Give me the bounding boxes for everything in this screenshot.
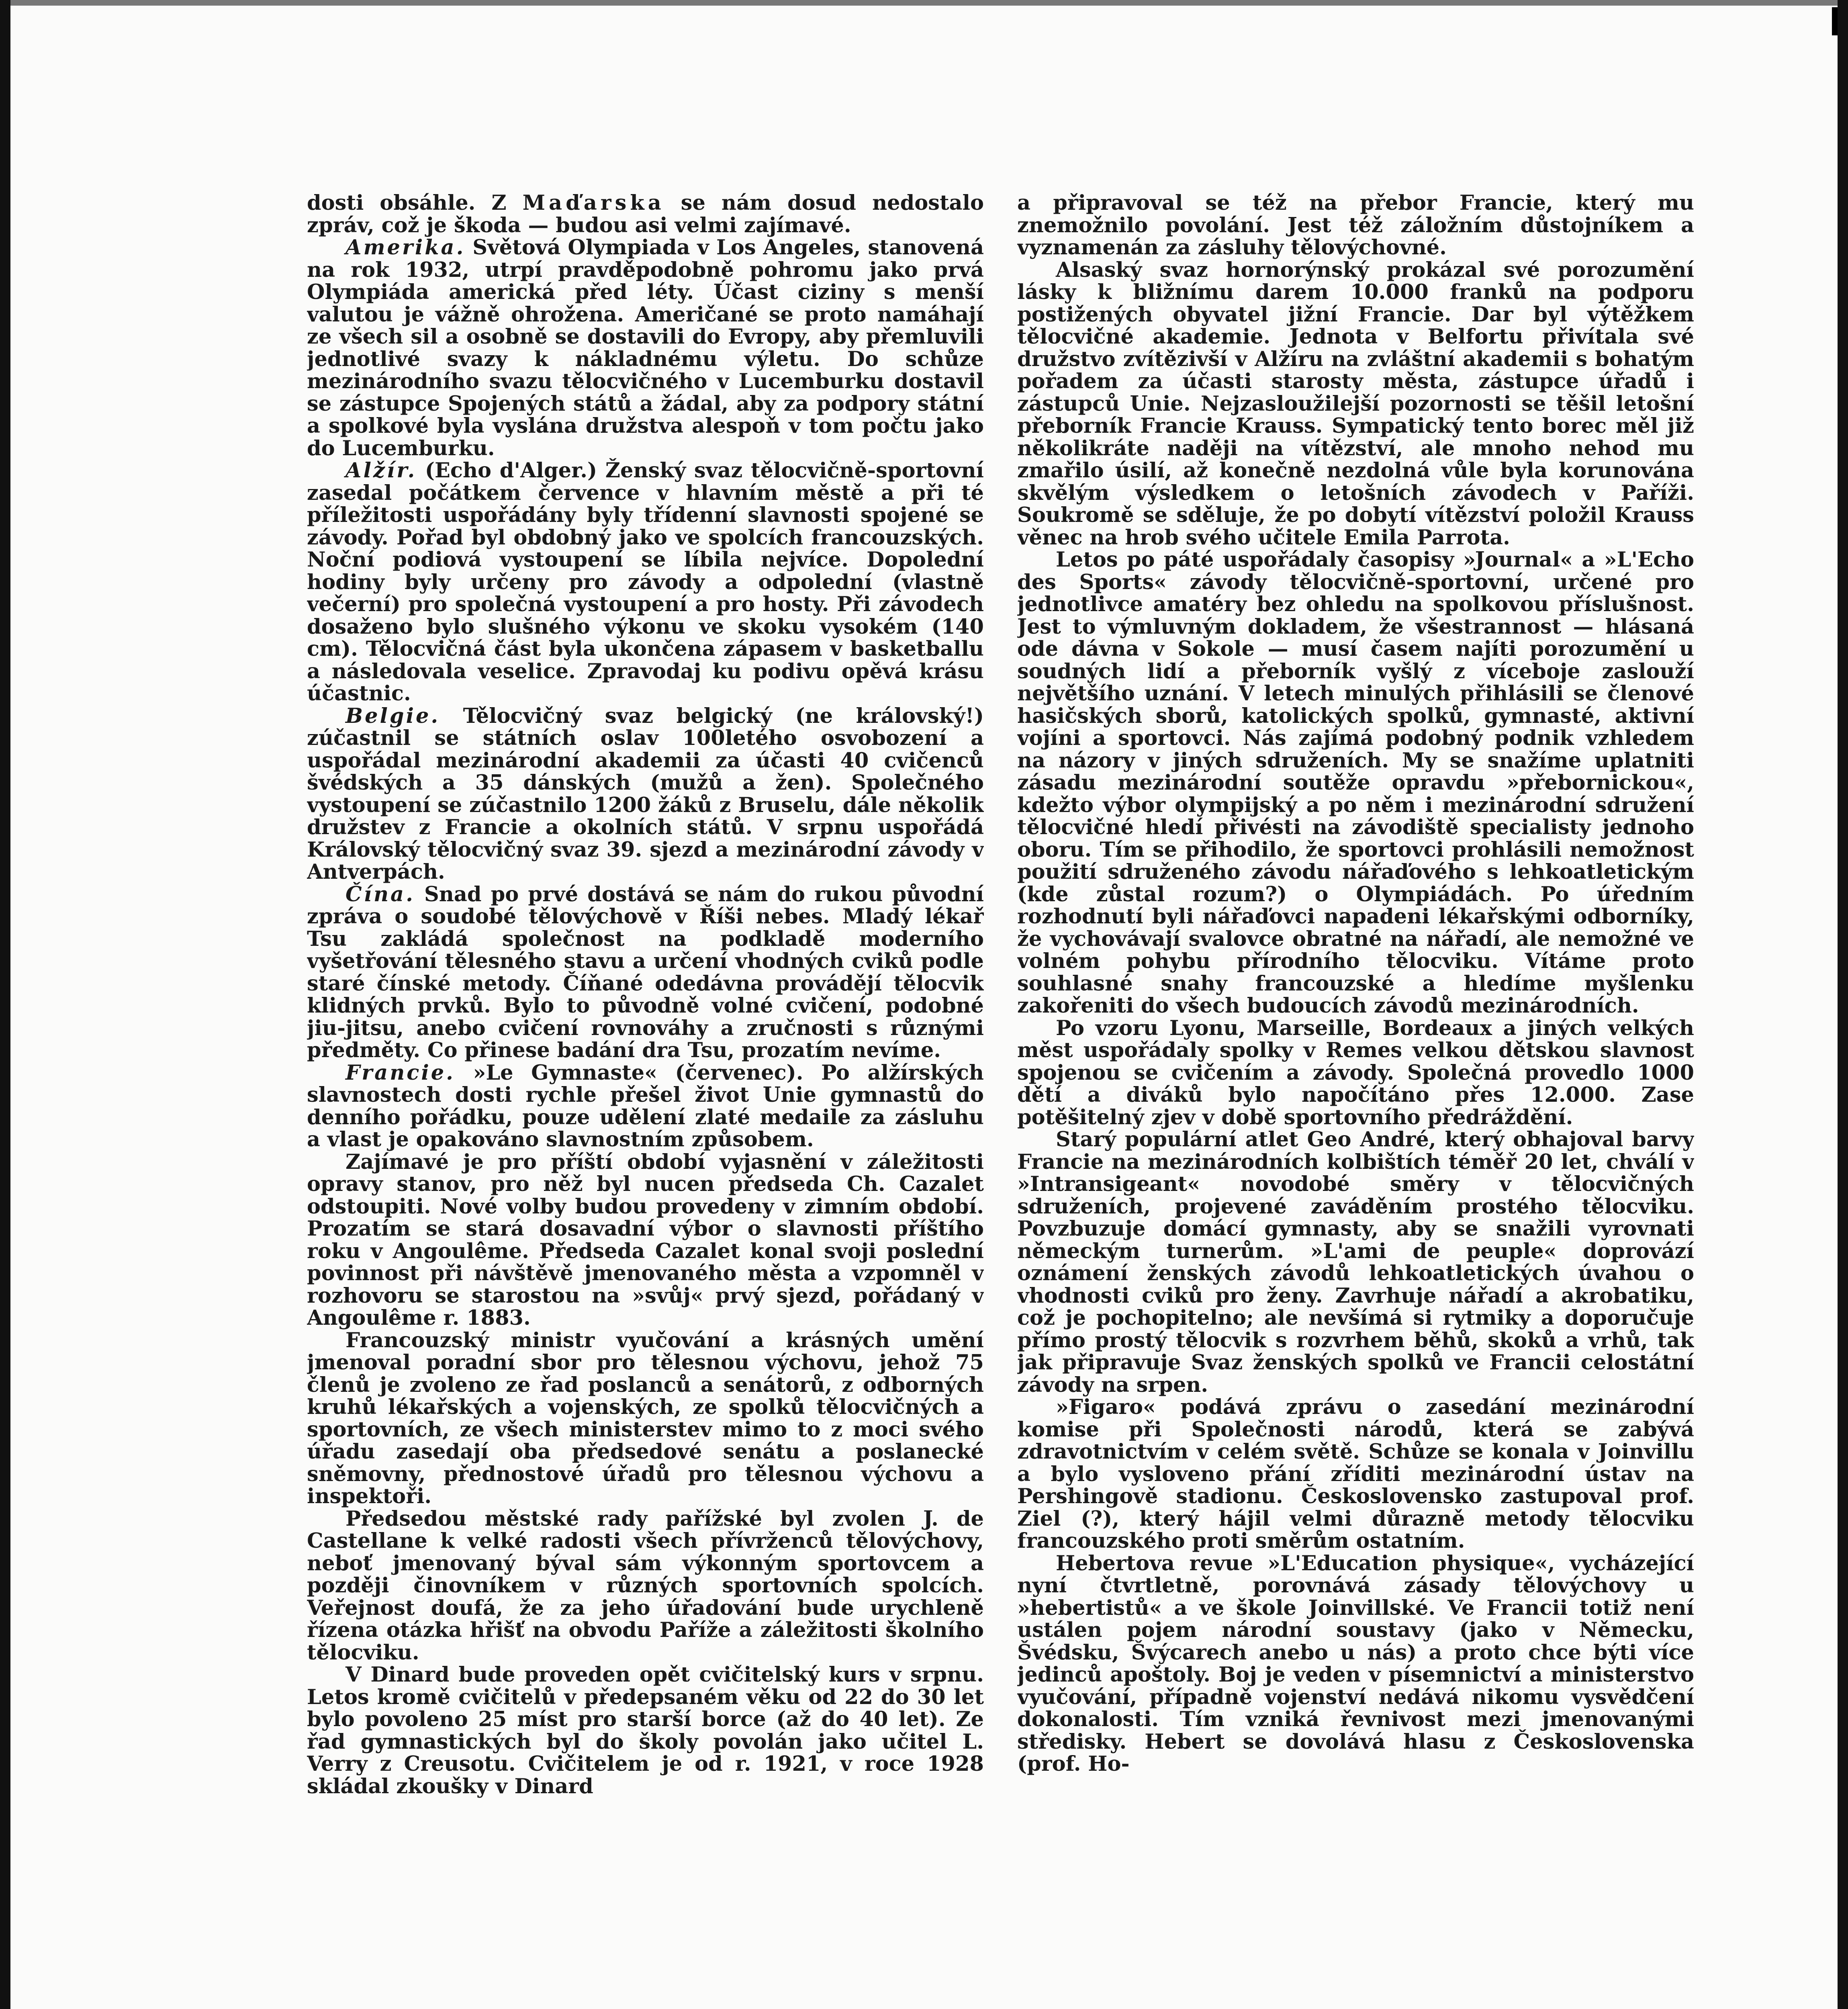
paragraph-alsasko: Alsaský svaz hornorýnský prokázal své porozumění lásky k bližnímu darem 10.000 franků na podporu postižených obyvatel jižní Francie. Dar byl výtěžkem tělocvičné akademie. Jednota v Belfortu přivítala své družstvo zvítězivší v Alžíru na zvláštní akademii s bohatým pořadem za účasti starosty města, zástupce úřadů i zástupců Unie. Nejzasloužilejší pozornosti se těšil letošní přeborník Francie Krauss. Sympatický tento borec měl již několikráte naději na vítězství, ale mnoho nehod mu zmařilo úsilí, až konečně nezdolná vůle byla korunována skvělým výsledkem o letošních závodech v Paříži. Soukromě se sděluje, že po dobytí vítězství položil Krauss věnec na hrob svého učitele Emila Parrota. [1017, 258, 1694, 550]
paragraph-ministr: Francouzský ministr vyučování a krásných umění jmenoval poradní sbor pro tělesnou výchovu, jehož 75 členů je zvoleno ze řad poslanců a senátorů, z odborných kruhů lékařských a vojenských, ze spolků tělocvičných a sportovních, ze všech ministerstev mimo to z moci svého úřadu zasedají oba předsedové senátu a poslanecké sněmovny, přednostové úřadů pro tělesnou výchovu a inspektoři. [307, 1328, 984, 1508]
paragraph-journal: Letos po páté uspořádaly časopisy »Journal« a »L'Echo des Sports« závody tělocvičně-sportovní, určené pro jednotlivce amatéry bez ohledu na spolkovou příslušnost. Jest to výmluvným dokladem, že všestrannost — hlásaná ode dávna v Sokole — musí časem najíti porozumění u soudných lidí a přeborník vyšlý z víceboje zaslouží největšího uznání. V letech minulých přihlásili se členové hasičských sborů, katolických spolků, gymnasté, aktivní vojíni a sportovci. Nás zajímá podobný podnik vzhledem na názory v jiných sdruženích. My se snažíme uplatniti zásadu mezinárodní soutěže opravdu »přebornickou«, kdežto výbor olympijský a po něm i mezinárodní sdružení tělocvičné hledí přivésti na závodiště specialisty jednoho oboru. Tím se přihodilo, že sportovci prohlásili nemožnost použití sdruženého závodu nářaďového s lehkoatletickým (kde zůstal rozum?) o Olympiádách. Po úředním rozhodnutí byli nářaďovci napadeni lékařskými odborníky, že vychovávají svalovce obratné na nářadí, ale nemožné ve volném pohybu přírodního tělocviku. Vítáme proto souhlasné snahy francouzské a hledíme myšlenku zakořeniti do všech budoucích závodů mezinárodních. [1017, 548, 1694, 1018]
country-name: Maďarska [522, 192, 665, 215]
paragraph-alzir [307, 460, 984, 705]
text: dosti obsáhle. Z [307, 192, 523, 215]
country-heading: Francie. [345, 1060, 455, 1085]
paragraph-castellane: Předsedou městské rady pařížské byl zvolen J. de Castellane k velké radosti všech přívrženců tělovýchovy, neboť jmenovaný býval sám výkonným sportovcem a později činovníkem v různých sportovních spolcích. Veřejnost doufá, že za jeho úřadování bude urychleně řízena otázka hřišť na obvodu Paříže a záležitosti školního tělocviku. [307, 1506, 984, 1665]
text: Snad po prvé dostává se nám do rukou původní zpráva o soudobé tělovýchově v Říši nebes. Mladý lékař Tsu zakládá společnost na podkladě moderního vyšetřování tělesného stavu a určení vhodných cviků podle staré čínské metody. Číňané odedávna provádějí tělocvik klidných prvků. Bylo to původně volné cvičení, podobné jiu-jitsu, anebo cvičení rovnováhy a zručnosti s různými předměty. Co přinese badání dra Tsu, prozatím nevíme. [307, 882, 984, 1062]
paragraph-hebert: Hebertova revue »L'Education physique«, vycházející nyní čtvrtletně, porovnává zásady tělovýchovy u »hebertistů« a ve škole Joinvillské. Ve Francii totiž není ustálen pojem národní soustavy (jako v Německu, Švédsku, Švýcarech anebo u nás) a proto chce býti více jedinců apoštoly. Boj je veden v písemnictví a ministerstvo vyučování, případně vojenství nedává nikomu vysvědčení dokonalosti. Tím vzniká řevnivost mezi jmenovanými středisky. Hebert se dovolává hlasu z Československa (prof. Ho- [1017, 1551, 1694, 1776]
paragraph-geo-andre: Starý populární atlet Geo André, který obhajoval barvy Francie na mezinárodních kolbištích téměř 20 let, chválí v »Intransigeant« novodobé směry v tělocvičných sdruženích, projevené zaváděním prostého tělocviku. Povzbuzuje domácí gymnasty, aby se snažili vyrovnati německým turnerům. »L'ami de peuple« doprovází oznámení ženských závodů lehkoatletických úvahou o vhodnosti cviků pro ženy. Zavrhuje nářadí a akrobatiku, což je pochopitelno; ale nevšímá si rytmiky a doporučuje přímo prostý tělocvik s rozvrhem běhů, skoků a vrhů, tak jak připravuje Svaz ženských spolků ve Francii celostátní závody na srpen. [1017, 1127, 1694, 1397]
left-column [307, 192, 984, 1948]
scan-top-edge [0, 0, 1848, 6]
text: Světová Olympiada v Los Angeles, stanovená na rok 1932, utrpí pravděpodobně pohromu jako prvá Olympiáda americká před léty. Účast ciziny s menší valutou je vážně ohrožena. Američané se proto namáhají ze všech sil a osobně se dostavili do Evropy, aby přemluvili jednotlivé svazy k nákladnému výletu. Do schůze mezinárodního svazu tělocvičného v Lucemburku dostavil se zástupce Spojených států a žádal, aby za podpory státní a spolkové byla vyslána družstva alespoň v tom počtu jako do Lucemburku. [307, 235, 984, 460]
country-heading: Belgie. [345, 704, 440, 728]
country-heading: Alžír. [345, 458, 417, 483]
right-column [1017, 192, 1694, 1948]
scan-left-border [0, 0, 10, 2009]
text: Tělocvičný svaz belgický (ne královský!) zúčastnil se státních oslav 100letého osvobození a uspořádal mezinárodní akademii za účasti 40 cvičenců švédských a 35 dánských (mužů a žen). Společného vystoupení se zúčastnilo 1200 žáků z Bruselu, dále několik družstev z Francie a okolních států. V srpnu uspořádá Královský tělocvičný svaz 39. sjezd a mezinárodní závody v Antverpách. [307, 704, 984, 884]
country-heading: Amerika. [345, 235, 466, 260]
paragraph-cina [307, 884, 984, 1062]
country-heading: Čína. [345, 882, 415, 906]
paragraph-remes: Po vzoru Lyonu, Marseille, Bordeaux a jiných velkých měst uspořádaly spolky v Remes velkou dětskou slavnost spojenou se cvičením a závody. Společná provedlo 1000 dětí a diváků bylo napočítáno přes 12.000. Zase potěšitelný zjev v době sportovního předráždění. [1017, 1016, 1694, 1129]
paragraph-belgie [307, 705, 984, 884]
paragraph-stanovy: Zajímavé je pro příští období vyjasnění v záležitosti opravy stanov, pro něž byl nucen předseda Ch. Cazalet odstoupiti. Nové volby budou provedeny v zimním období. Prozatím se stará dosavadní výbor o slavnosti příštího roku v Angoulême. Předseda Cazalet konal svoji poslední povinnost při návštěvě jmenovaného města a vzpomněl v rozhovoru se starostou na »svůj« prvý sjezd, pořádaný v Angoulême r. 1883. [307, 1150, 984, 1330]
paragraph-madarsko [307, 192, 984, 237]
text: »Le Gymnaste« (červenec). Po alžírských slavnostech dosti rychle přešel život Unie gymnastů do denního pořádku, pouze udělení zlaté medaile za zásluhu a vlast je opakováno slavnostním způsobem. [307, 1060, 984, 1152]
scan-corner-mark [1832, 7, 1838, 35]
paragraph-amerika [307, 237, 984, 460]
paragraph-francie [307, 1062, 984, 1151]
paragraph-figaro: »Figaro« podává zprávu o zasedání mezinárodní komise při Společnosti národů, která se zabývá zdravotnictvím v celém světě. Schůze se konala v Joinvillu a bylo vysloveno přání zříditi mezinárodní ústav na Pershingově stadionu. Československo zastupoval prof. Ziel (?), který hájil velmi důrazně metody tělocviku francouzského proti směrům ostatním. [1017, 1395, 1694, 1553]
text: se nám dosud nedostalo zpráv, což je škoda — budou asi velmi zajímavé. [307, 192, 984, 237]
paragraph-continuation: a připravoval se též na přebor Francie, který mu znemožnilo povolání. Jest též záložním důstojníkem a vyznamenán za zásluhy tělovýchovné. [1017, 192, 1694, 260]
scan-right-border [1838, 0, 1848, 2009]
text: (Echo d'Alger.) Ženský svaz tělocvičně-sportovní zasedal počátkem července v hlavním městě a při té příležitosti uspořádány byly třídenní slavnosti spojené se závody. Pořad byl obdobný jako ve spolcích francouzských. Noční podiová vystoupení se líbila nejvíce. Dopolední hodiny byly určeny pro závody a odpolední (vlastně večerní) pro společná vystoupení a pro hosty. Při závodech dosaženo bylo slušného výkonu ve skoku vysokém (140 cm). Tělocvičná část byla ukončena zápasem v basketballu a následovala veselice. Zpravodaj ku podivu opěvá krásu účastnic. [307, 458, 984, 706]
paragraph-dinard: V Dinard bude proveden opět cvičitelský kurs v srpnu. Letos kromě cvičitelů v předepsaném věku od 22 do 30 let bylo povoleno 25 míst pro starší borce (až do 40 let). Ze řad gymnastických byl do školy povolán jako učitel L. Verry z Creusotu. Cvičitelem je od r. 1921, v roce 1928 skládal zkoušky v Dinard [307, 1663, 984, 1798]
